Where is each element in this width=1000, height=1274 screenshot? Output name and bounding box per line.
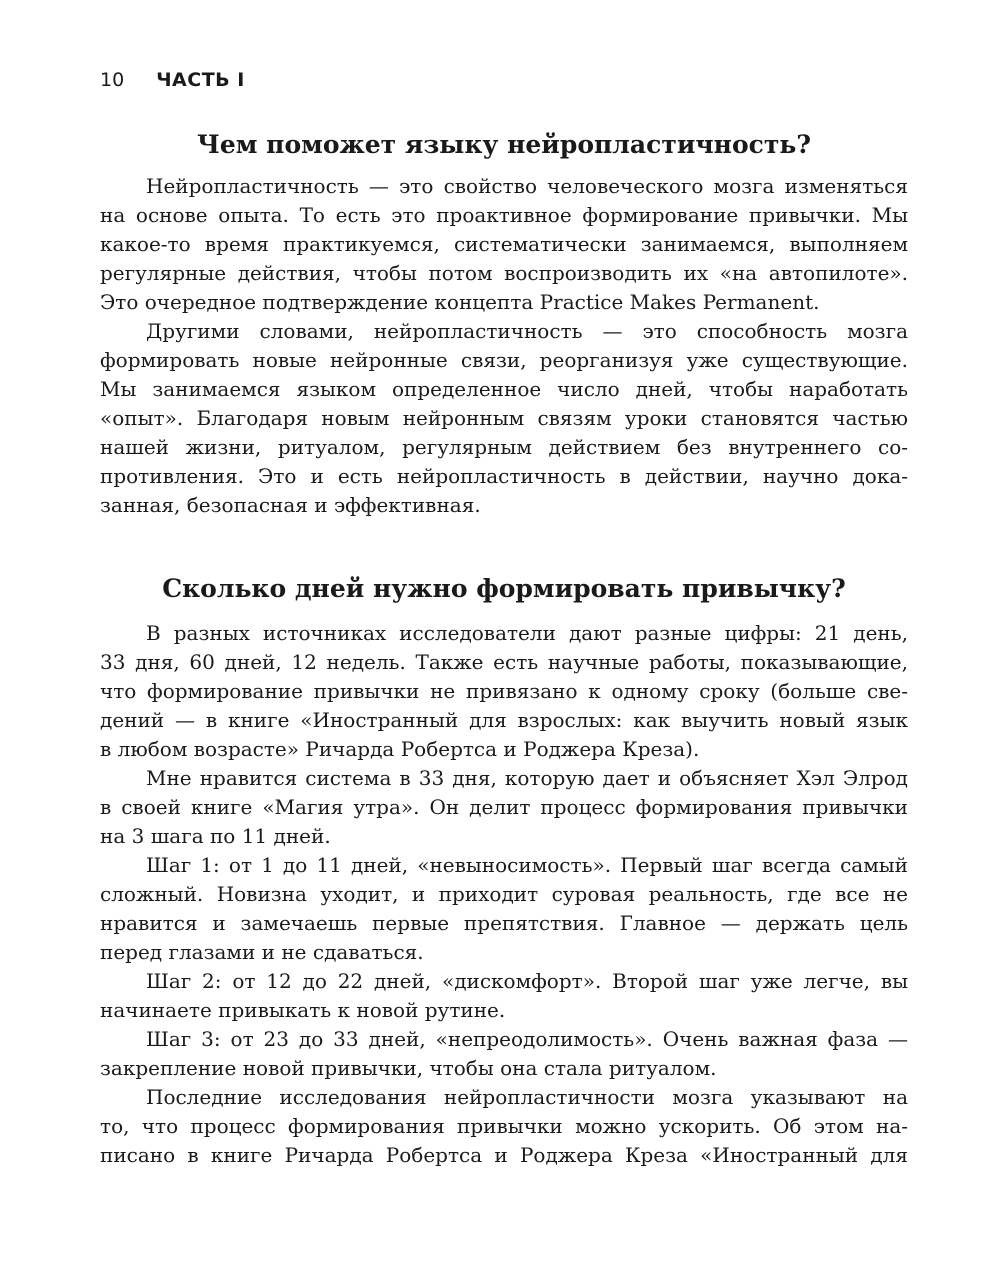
paragraph: [100, 619, 908, 764]
text-line: «опыт». Благодаря новым нейронным связям уроки становятся частью: [100, 406, 908, 430]
text-line: закрепление новой привычки, чтобы она стала ритуалом.: [100, 1056, 717, 1080]
text-line: Шаг 2: от 12 до 22 дней, «дискомфорт». Второй шаг уже легче, вы: [146, 969, 908, 993]
text-line: Последние исследования нейропластичности мозга указывают на: [146, 1085, 908, 1109]
text-line: Это очередное подтверждение концепта Practice Makes Permanent.: [100, 290, 820, 314]
paragraph: [100, 317, 908, 520]
page-number: 10: [100, 69, 125, 91]
paragraph: [100, 1083, 908, 1170]
paragraph: [100, 764, 908, 851]
text-line: дений — в книге «Иностранный для взрослых: как выучить новый язык: [100, 708, 908, 732]
text-line: писано в книге Ричарда Робертса и Роджера Креза «Иностранный для: [100, 1143, 908, 1167]
part-label: ЧАСТЬ I: [156, 69, 245, 91]
text-line: какое-то время практикуемся, систематически занимаемся, выполняем: [100, 232, 908, 256]
text-line: нравится и замечаешь первые препятствия. Главное — держать цель: [100, 911, 908, 935]
text-line: В разных источниках исследователи дают разные цифры: 21 день,: [146, 621, 908, 645]
text-line: в любом возрасте» Ричарда Робертса и Роджера Креза).: [100, 737, 700, 761]
text-line: Нейропластичность — это свойство человеческого мозга изменяться: [146, 174, 908, 198]
text-line: Мы занимаемся языком определенное число дней, чтобы наработать: [100, 377, 908, 401]
text-line: Шаг 3: от 23 до 33 дней, «непреодолимость». Очень важная фаза —: [146, 1027, 908, 1051]
paragraph-step-3: [100, 1025, 908, 1083]
text-line: занная, безопасная и эффективная.: [100, 493, 481, 517]
text-line: нашей жизни, ритуалом, регулярным действием без внутреннего со-: [100, 435, 908, 459]
text-line: Другими словами, нейропластичность — это способность мозга: [146, 319, 908, 343]
text-line: формировать новые нейронные связи, реорганизуя уже существующие.: [100, 348, 908, 372]
text-line: перед глазами и не сдаваться.: [100, 940, 424, 964]
running-head: [100, 66, 245, 94]
text-line: на основе опыта. То есть это проактивное формирование привычки. Мы: [100, 203, 908, 227]
section-heading-neuroplasticity: Чем поможет языку нейропластичность?: [197, 130, 811, 159]
text-line: Шаг 1: от 1 до 11 дней, «невыносимость». Первый шаг всегда самый: [146, 853, 908, 877]
text-line: на 3 шага по 11 дней.: [100, 824, 331, 848]
text-line: в своей книге «Магия утра». Он делит процесс формирования привычки: [100, 795, 908, 819]
section-heading-habit-days: Сколько дней нужно формировать привычку?: [162, 574, 846, 603]
paragraph-step-2: [100, 967, 908, 1025]
text-line: регулярные действия, чтобы потом воспроизводить их «на автопилоте».: [100, 261, 908, 285]
text-line: сложный. Новизна уходит, и приходит суровая реальность, где все не: [100, 882, 908, 906]
text-line: Мне нравится система в 33 дня, которую дает и объясняет Хэл Элрод: [146, 766, 908, 790]
text-line: 33 дня, 60 дней, 12 недель. Также есть научные работы, показывающие,: [100, 650, 908, 674]
text-line: что формирование привычки не привязано к одному сроку (больше све-: [100, 679, 908, 703]
text-line: начинаете привыкать к новой рутине.: [100, 998, 506, 1022]
paragraph-step-1: [100, 851, 908, 967]
text-line: противления. Это и есть нейропластичность в действии, научно дока-: [100, 464, 908, 488]
text-line: то, что процесс формирования привычки можно ускорить. Об этом на-: [100, 1114, 908, 1138]
paragraph: [100, 172, 908, 317]
